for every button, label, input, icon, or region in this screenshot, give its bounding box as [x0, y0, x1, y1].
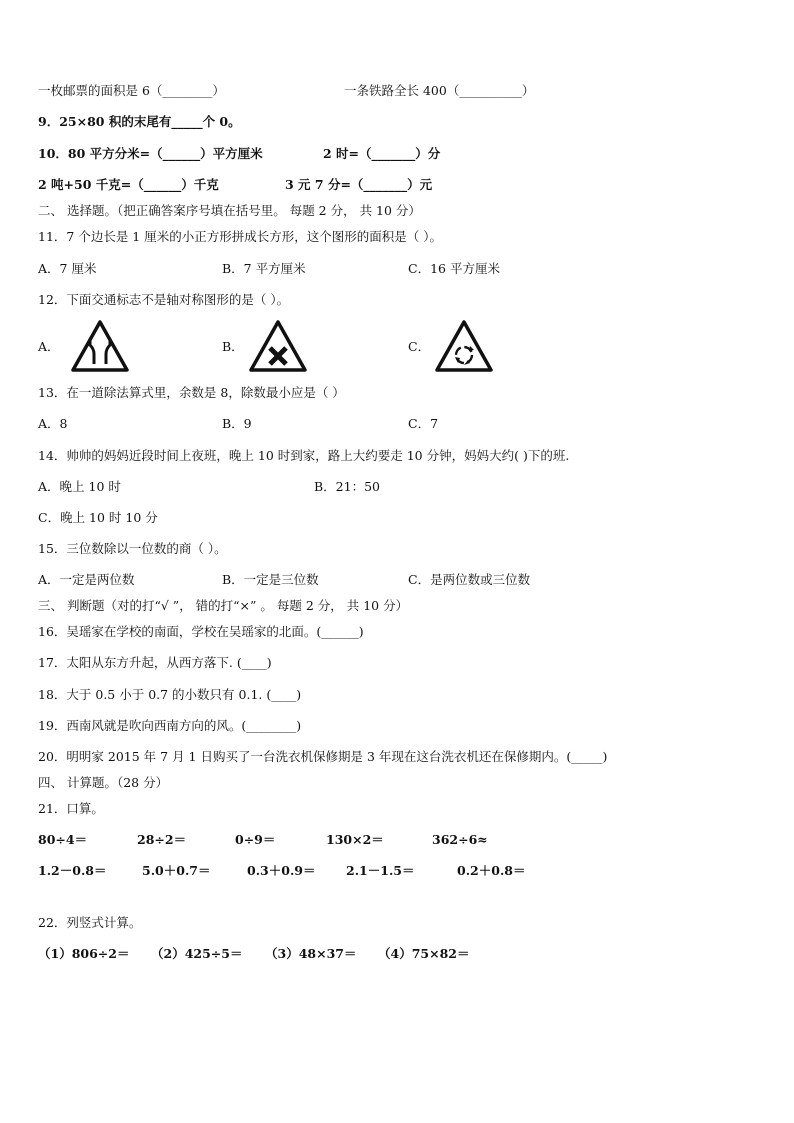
q14-option-c: C．晚上 10 时 10 分 — [38, 510, 158, 525]
oral-calc-10: 0.2＋0.8＝ — [457, 863, 526, 878]
vertical-calc-2: （2）425÷5＝ — [151, 946, 243, 961]
oral-calc-2: 28÷2＝ — [137, 832, 187, 847]
q11-option-b: B．7 平方厘米 — [222, 261, 306, 276]
oral-calc-9: 2.1－1.5＝ — [346, 863, 415, 878]
railway-length-line: 一条铁路全长 400（__________） — [344, 83, 535, 98]
question-16: 16．吴瑶家在学校的南面，学校在吴瑶家的北面。(______) — [38, 624, 364, 639]
question-15: 15．三位数除以一位数的商（ ）。 — [38, 541, 227, 556]
section-4-heading: 四、 计算题。（28 分） — [38, 775, 169, 790]
q15-option-b: B．一定是三位数 — [222, 572, 319, 587]
q12-option-b: B． — [222, 339, 244, 354]
oral-calc-8: 0.3＋0.9＝ — [247, 863, 316, 878]
vertical-calc-4: （4）75×82＝ — [378, 946, 470, 961]
q12-option-c: C． — [408, 339, 431, 354]
question-9: 9．25×80 积的末尾有_____个 0。 — [38, 114, 241, 129]
oral-calc-1: 80÷4＝ — [38, 832, 88, 847]
question-17: 17．太阳从东方升起，从西方落下. (____) — [38, 655, 272, 670]
oral-calc-4: 130×2＝ — [326, 832, 384, 847]
q15-option-c: C．是两位数或三位数 — [408, 572, 531, 587]
q13-option-b: B．9 — [222, 416, 252, 431]
question-10-d: 3 元 7 分=（_______）元 — [285, 177, 433, 192]
question-13: 13．在一道除法算式里，余数是 8，除数最小应是（ ） — [38, 385, 345, 400]
oral-calc-6: 1.2－0.8＝ — [38, 863, 107, 878]
narrow-road-warning-icon — [70, 319, 130, 373]
q11-option-a: A．7 厘米 — [38, 261, 97, 276]
question-20: 20．明明家 2015 年 7 月 1 日购买了一台洗衣机保修期是 3 年现在这台洗衣机还在保修期内。(_____) — [38, 749, 608, 764]
q14-option-b: B．21：50 — [314, 479, 380, 494]
q13-option-c: C．7 — [408, 416, 439, 431]
question-18: 18．大于 0.5 小于 0.7 的小数只有 0.1. (____) — [38, 687, 302, 702]
question-10-a: 10．80 平方分米=（______）平方厘米 — [38, 146, 263, 161]
question-14: 14．帅帅的妈妈近段时间上夜班，晚上 10 时到家，路上大约要走 10 分钟，妈妈大约( )下的班. — [38, 448, 570, 463]
roundabout-warning-icon — [434, 319, 494, 373]
q12-option-a: A． — [38, 339, 60, 354]
vertical-calc-3: （3）48×37＝ — [265, 946, 357, 961]
question-12: 12．下面交通标志不是轴对称图形的是（ ）。 — [38, 292, 290, 307]
question-11: 11．7 个边长是 1 厘米的小正方形拼成长方形，这个图形的面积是（ ）。 — [38, 229, 442, 244]
vertical-calc-1: （1）806÷2＝ — [38, 946, 130, 961]
oral-calc-7: 5.0＋0.7＝ — [142, 863, 211, 878]
crossroad-warning-icon — [248, 319, 308, 373]
section-2-heading: 二、 选择题。（把正确答案序号填在括号里。 每题 2 分， 共 10 分） — [38, 203, 421, 218]
q13-option-a: A．8 — [38, 416, 68, 431]
q15-option-a: A．一定是两位数 — [38, 572, 135, 587]
stamp-area-line: 一枚邮票的面积是 6（________） — [38, 83, 225, 98]
question-10-c: 2 吨+50 千克=（______）千克 — [38, 177, 219, 192]
oral-calc-3: 0÷9＝ — [235, 832, 276, 847]
q11-option-c: C．16 平方厘米 — [408, 261, 500, 276]
question-19: 19．西南风就是吹向西南方向的风。(________) — [38, 718, 302, 733]
q14-option-a: A．晚上 10 时 — [38, 479, 121, 494]
question-21: 21．口算。 — [38, 801, 104, 816]
question-22: 22．列竖式计算。 — [38, 915, 142, 930]
section-3-heading: 三、 判断题（对的打“√ ”， 错的打“×” 。 每题 2 分， 共 10 分） — [38, 598, 409, 613]
oral-calc-5: 362÷6≈ — [432, 832, 488, 847]
question-10-b: 2 时=（_______）分 — [323, 146, 441, 161]
